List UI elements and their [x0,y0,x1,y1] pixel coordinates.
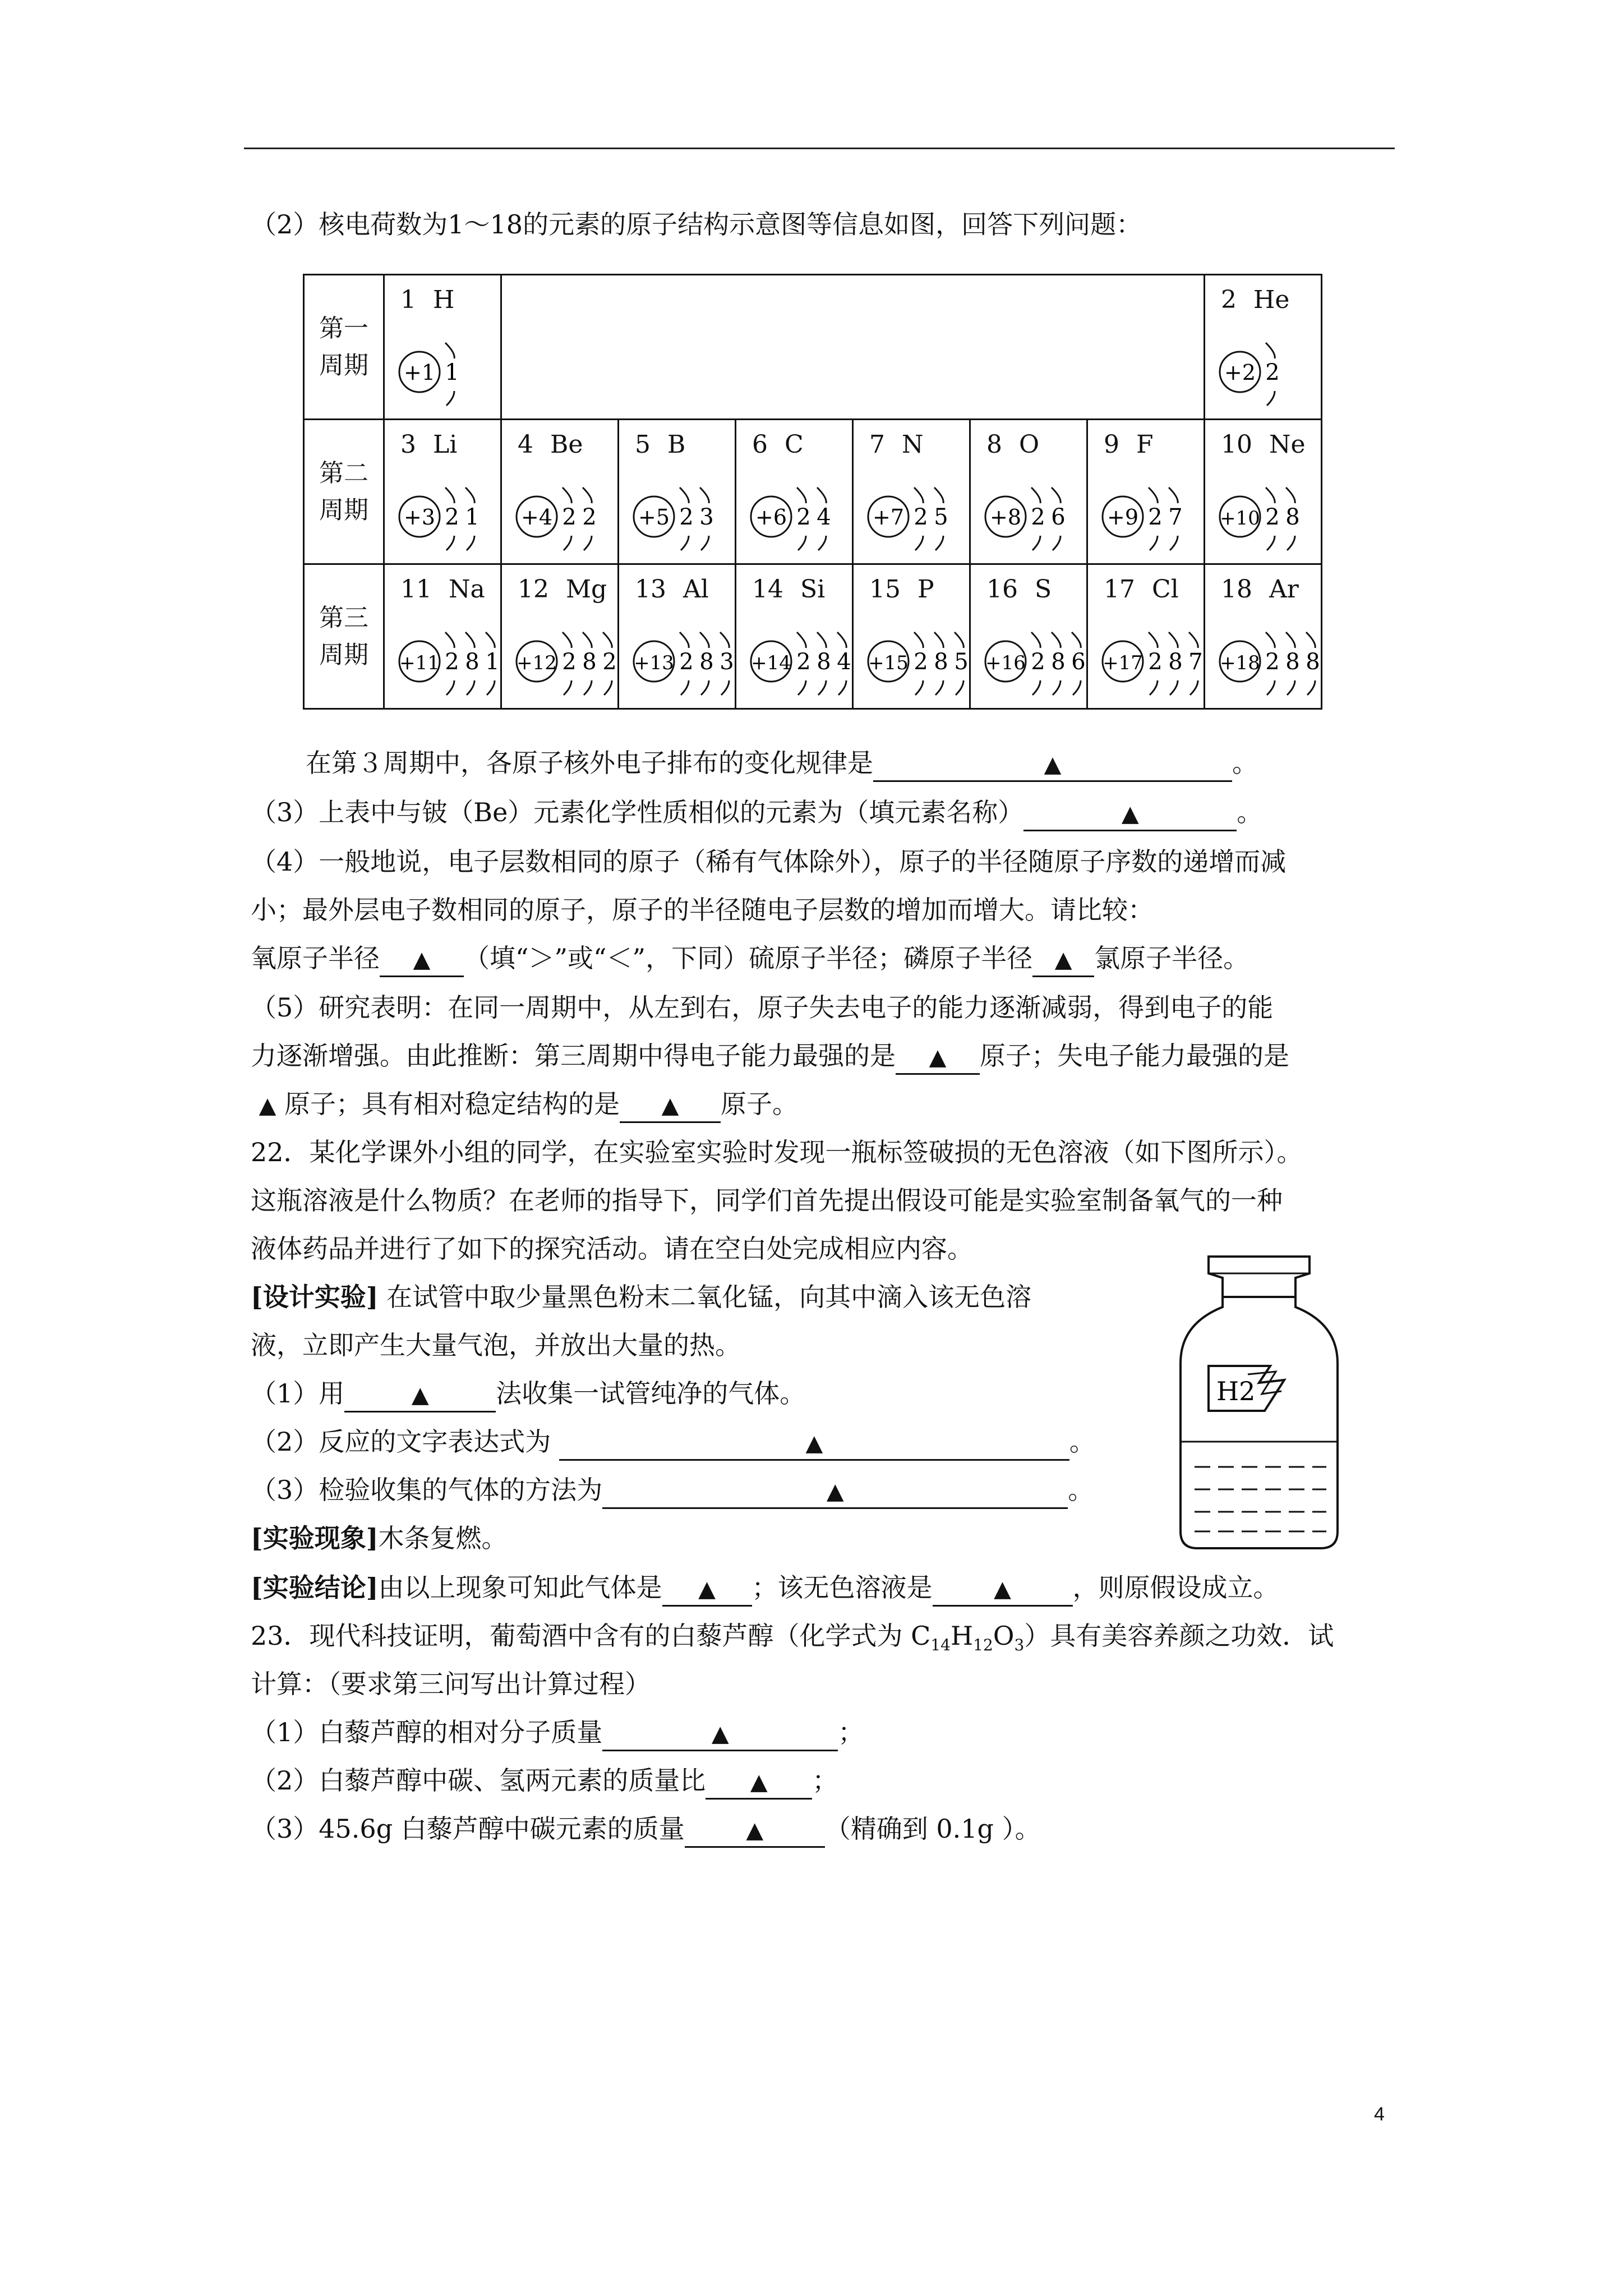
nuclear-charge: +12 [517,652,557,674]
q22-step1: （1）用 ▲ 法收集一试管纯净的气体。 [251,1377,805,1412]
electron-shell-arc [818,536,826,550]
electron-shell-arc [701,680,709,695]
electron-shell-arc [1286,632,1295,648]
atomic-number: 6 [752,430,768,459]
element-symbol: C [785,430,804,459]
element-cell-ar [1205,564,1322,709]
element-cell-p [853,564,970,709]
atomic-number: 18 [1221,575,1252,604]
electron-shell-arc [445,487,454,503]
electron-shell-arc [467,680,474,695]
answer-blank[interactable]: ▲ [662,1572,752,1607]
nuclear-charge: +3 [403,505,436,530]
q21-2-intro: （2）核电荷数为1～18的元素的原子结构示意图等信息如图，回答下列问题： [251,209,1142,240]
nuclear-charge: +1 [403,360,436,385]
q22-line1: 22．某化学课外小组的同学，在实验室实验时发现一瓶标签破损的无色溶液（如下图所示）。 [251,1137,1303,1167]
answer-blank[interactable]: ▲ [873,747,1232,782]
element-symbol: N [902,430,924,459]
electron-shell-arc [1307,680,1315,695]
q23-step3: （3）45.6g 白藜芦醇中碳元素的质量 ▲ （精确到 0.1g ）。 [251,1812,1041,1848]
element-symbol: S [1035,575,1052,604]
electron-shell-arc [604,680,612,695]
shell-electron-count: 3 [720,649,734,675]
atom-structure-diagram [1211,623,1321,702]
shell-electron-count: 2 [679,649,694,675]
period-label-2: 第二 周期 [304,420,384,564]
q22-step2: （2）反应的文字表达式为 ▲ 。 [251,1425,1095,1461]
atomic-number: 15 [869,575,901,604]
electron-shell-arc [584,680,592,695]
element-symbol: Al [683,575,709,604]
nuclear-charge: +16 [985,652,1026,674]
electron-shell-arc [1189,632,1198,648]
q21-4-line2: 小；最外层电子数相同的原子，原子的半径随电子层数的增加而增大。请比较： [251,895,1154,925]
shell-electron-count: 4 [837,649,851,675]
element-header [635,575,709,604]
electron-shell-arc [1266,487,1275,503]
electron-shell-arc [1190,680,1198,695]
atom-structure-diagram [390,478,500,557]
q21-3: （3）上表中与铍（Be）元素化学性质相似的元素为（填元素名称） ▲ 。 [251,795,1262,831]
nuclear-charge: +6 [755,505,787,530]
element-symbol: O [1019,430,1040,459]
electron-shell-arc [1052,487,1061,503]
electron-shell-arc [445,632,454,648]
element-header [1221,286,1289,314]
periodic-table [303,274,1322,710]
answer-blank[interactable]: ▲ [933,1572,1073,1607]
electron-shell-arc [584,536,592,550]
electron-shell-arc [797,487,806,503]
nuclear-charge: +5 [638,505,670,530]
shell-electron-count: 8 [1306,649,1320,675]
atomic-number: 1 [400,286,416,314]
electron-shell-arc [934,632,943,648]
shell-electron-count: 2 [1148,504,1163,530]
q23-line2: 计算：（要求第三问写出计算过程） [251,1669,651,1699]
electron-shell-arc [1286,487,1295,503]
shell-electron-count: 3 [699,504,714,530]
nuclear-charge: +9 [1106,505,1139,530]
atomic-number: 12 [518,575,549,604]
element-symbol: Li [433,430,458,459]
element-header [400,430,457,459]
atomic-number: 17 [1104,575,1135,604]
nuclear-charge: +17 [1103,652,1143,674]
nuclear-charge: +15 [868,652,909,674]
electron-shell-arc [798,680,806,695]
electron-shell-arc [446,680,454,695]
atom-structure-diagram [625,478,735,557]
element-symbol: Na [449,575,485,604]
element-symbol: P [917,575,934,604]
electron-shell-arc [583,632,592,648]
nuclear-charge: +18 [1220,652,1260,674]
element-header [400,286,454,314]
shell-electron-count: 2 [1265,649,1280,675]
shell-electron-count: 5 [954,649,969,675]
electron-shell-arc [564,536,571,550]
shell-electron-count: 2 [582,504,597,530]
electron-shell-arc [583,487,592,503]
element-symbol: He [1253,286,1290,314]
q22-design-2: 液，立即产生大量气泡，并放出大量的热。 [251,1330,741,1360]
element-symbol: H [433,286,455,314]
element-symbol: Be [550,430,583,459]
shell-electron-count: 2 [914,649,928,675]
bottle-label-text: H2 [1216,1376,1256,1406]
period-label-3: 第三 周期 [304,564,384,709]
electron-shell-arc [446,536,454,550]
element-header [986,575,1052,604]
electron-shell-arc [467,536,474,550]
shell-electron-count: 1 [485,649,500,675]
q23-step2: （2）白藜芦醇中碳、氢两元素的质量比 ▲ ； [251,1764,838,1800]
page-number: 4 [1374,2104,1385,2125]
nuclear-charge: +11 [399,652,440,674]
shell-electron-count: 6 [1071,649,1086,675]
atom-structure-diagram [1211,334,1321,412]
shell-electron-count: 8 [817,649,831,675]
shell-electron-count: 2 [1265,504,1280,530]
atomic-number: 5 [635,430,651,459]
atom-structure-diagram [625,623,735,702]
q21-2-rule: 在第３周期中，各原子核外电子排布的变化规律是 ▲ 。 [306,746,1258,782]
nuclear-charge: +2 [1224,360,1256,385]
shell-electron-count: 2 [1031,504,1045,530]
shell-electron-count: 8 [699,649,714,675]
electron-shell-arc [1150,680,1158,695]
atomic-number: 13 [635,575,666,604]
shell-electron-count: 2 [445,504,459,530]
element-header [752,575,825,604]
atom-structure-diagram [976,623,1086,702]
electron-shell-arc [1052,632,1061,648]
electron-shell-arc [817,632,826,648]
element-cell-n [853,420,970,564]
element-cell-ne [1205,420,1322,564]
atom-structure-diagram [859,623,969,702]
element-header [518,430,583,459]
nuclear-charge: +4 [520,505,553,530]
shell-electron-count: 2 [445,649,459,675]
atomic-number: 11 [400,575,432,604]
header-rule [244,148,1395,149]
nuclear-charge: +8 [989,505,1022,530]
shell-electron-count: 8 [1168,649,1183,675]
shell-electron-count: 8 [465,649,479,675]
electron-shell-arc [1031,632,1040,648]
element-symbol: Cl [1152,575,1179,604]
element-cell-be [501,420,619,564]
element-header [400,575,485,604]
electron-shell-arc [1306,632,1315,648]
shell-electron-count: 6 [1051,504,1066,530]
element-cell-al [619,564,736,709]
q23-step1: （1）白藜芦醇的相对分子质量 ▲ ； [251,1715,864,1751]
electron-shell-arc [445,343,454,358]
shell-electron-count: 7 [1188,649,1203,675]
shell-electron-count: 2 [562,504,577,530]
shell-electron-count: 1 [445,360,459,385]
element-cell-s [970,564,1087,709]
period-label-1: 第一 周期 [304,275,384,420]
element-cell-he [1205,275,1322,420]
q21-5-line3: ▲ 原子；具有相对稳定结构的是 ▲ 原子。 [251,1087,798,1123]
electron-shell-arc [934,487,943,503]
shell-electron-count: 2 [562,649,577,675]
electron-shell-arc [915,680,923,695]
shell-electron-count: 2 [602,649,617,675]
electron-shell-arc [798,536,806,550]
shell-electron-count: 8 [1285,504,1300,530]
electron-shell-arc [564,680,571,695]
electron-shell-arc [1267,391,1275,406]
element-symbol: F [1136,430,1154,459]
answer-blank[interactable]: ▲ [602,1717,838,1751]
electron-shell-arc [1267,536,1275,550]
atom-structure-diagram [742,623,852,702]
electron-shell-arc [1032,680,1040,695]
shell-electron-count: 8 [934,649,948,675]
electron-shell-arc [1287,536,1295,550]
electron-shell-arc [935,536,943,550]
q22-conclusion: [实验结论]由以上现象可知此气体是 ▲ ；该无色溶液是 ▲ ，则原假设成立。 [251,1571,1279,1607]
atom-structure-diagram [976,478,1086,557]
element-symbol: Si [800,575,826,604]
electron-shell-arc [562,487,571,503]
element-header [1221,575,1299,604]
electron-shell-arc [680,487,689,503]
answer-blank[interactable]: ▲ [259,1093,276,1119]
reagent-bottle-illustration [1169,1251,1349,1554]
answer-blank[interactable]: ▲ [685,1813,825,1848]
electron-shell-arc [915,536,923,550]
electron-shell-arc [720,632,729,648]
answer-blank[interactable]: ▲ [380,942,464,977]
q22-line3: 液体药品并进行了如下的探究活动。请在空白处完成相应内容。 [251,1234,973,1264]
element-cell-b [619,420,736,564]
shell-electron-count: 2 [914,504,928,530]
electron-shell-arc [1149,632,1158,648]
shell-electron-count: 8 [1285,649,1300,675]
electron-shell-arc [486,632,495,648]
electron-shell-arc [1053,680,1061,695]
electron-shell-arc [1149,487,1158,503]
element-cell-f [1087,420,1205,564]
q21-4-line1: （4）一般地说，电子层数相同的原子（稀有气体除外），原子的半径随原子序数的递增而减 [251,846,1287,877]
electron-shell-arc [1032,536,1040,550]
electron-shell-arc [681,680,689,695]
electron-shell-arc [955,632,963,648]
electron-shell-arc [1169,487,1178,503]
nuclear-charge: +7 [872,505,905,530]
atomic-number: 14 [752,575,783,604]
nuclear-charge: +10 [1220,507,1260,530]
element-cell-na [384,564,501,709]
electron-shell-arc [797,632,806,648]
electron-shell-arc [1267,680,1275,695]
electron-shell-arc [1031,487,1040,503]
q23-line1: 23．现代科技证明，葡萄酒中含有的白藜芦醇（化学式为 $C_{14}H_{12}O_3$）具有美容养颜之功效．试 [251,1621,1334,1655]
answer-blank[interactable]: ▲ [896,1040,980,1075]
electron-shell-arc [1287,680,1295,695]
q22-step3: （3）检验收集的气体的方法为 ▲ 。 [251,1473,1094,1509]
atomic-number: 8 [986,430,1002,459]
shell-electron-count: 2 [1148,649,1163,675]
electron-shell-arc [1170,680,1178,695]
electron-shell-arc [1072,632,1081,648]
shell-electron-count: 2 [1265,360,1280,385]
element-header [1104,575,1179,604]
electron-shell-arc [700,632,709,648]
shell-electron-count: 4 [817,504,831,530]
answer-blank[interactable]: ▲ [620,1088,721,1123]
electron-shell-arc [680,632,689,648]
atom-structure-diagram [390,334,500,412]
atom-structure-diagram [390,623,500,702]
electron-shell-arc [487,680,495,695]
q22-line2: 这瓶溶液是什么物质？在老师的指导下，同学们首先提出假设可能是实验室制备氧气的一种 [251,1185,1283,1216]
element-symbol: B [667,430,686,459]
electron-shell-arc [1150,536,1158,550]
nuclear-charge: +13 [634,652,674,674]
electron-shell-arc [1266,343,1275,358]
electron-shell-arc [465,632,474,648]
electron-shell-arc [446,391,454,406]
q21-5-line2: 力逐渐增强。由此推断：第三周期中得电子能力最强的是 ▲ 原子；失电子能力最强的是 [251,1039,1289,1075]
element-cell-li [384,420,501,564]
shell-electron-count: 2 [679,504,694,530]
electron-shell-arc [701,536,709,550]
atom-structure-diagram [742,478,852,557]
nuclear-charge: +14 [751,652,791,674]
shell-electron-count: 8 [1051,649,1066,675]
element-header [869,430,924,459]
q22-design: [设计实验] 在试管中取少量黑色粉末二氧化锰，向其中滴入该无色溶 [251,1282,1032,1312]
electron-shell-arc [914,632,923,648]
electron-shell-arc [935,680,943,695]
electron-shell-arc [837,632,846,648]
element-header [1104,430,1154,459]
atomic-number: 10 [1221,430,1252,459]
atom-structure-diagram [508,478,617,557]
atomic-number: 2 [1221,286,1237,314]
shell-electron-count: 2 [796,504,811,530]
atomic-number: 9 [1104,430,1119,459]
element-symbol: Ar [1269,575,1299,604]
element-symbol: Ne [1269,430,1306,459]
atom-structure-diagram [1094,478,1204,557]
element-cell-cl [1087,564,1205,709]
electron-shell-arc [838,680,846,695]
element-header [986,430,1039,459]
shell-electron-count: 2 [1031,649,1045,675]
element-header [518,575,607,604]
atomic-number: 3 [400,430,416,459]
shell-electron-count: 7 [1168,504,1183,530]
electron-shell-arc [914,487,923,503]
electron-shell-arc [1266,632,1275,648]
electron-shell-arc [721,680,729,695]
element-cell-h [384,275,501,420]
answer-blank[interactable]: ▲ [602,1474,1068,1509]
element-symbol: Mg [566,575,607,604]
electron-shell-arc [681,536,689,550]
q21-4-line3: 氧原子半径 ▲ （填“＞”或“＜”，下同）硫原子半径；磷原子半径 ▲ 氯原子半径。 [251,941,1249,977]
element-cell-mg [501,564,619,709]
atom-structure-diagram [508,623,617,702]
electron-shell-arc [700,487,709,503]
answer-blank[interactable]: ▲ [1032,942,1094,977]
electron-shell-arc [1053,536,1061,550]
electron-shell-arc [817,487,826,503]
electron-shell-arc [1169,632,1178,648]
atom-structure-diagram [859,478,969,557]
electron-shell-arc [562,632,571,648]
electron-shell-arc [956,680,963,695]
element-header [869,575,934,604]
atomic-number: 7 [869,430,885,459]
answer-blank[interactable]: ▲ [1023,797,1237,831]
answer-blank[interactable]: ▲ [706,1765,812,1800]
element-cell-c [736,420,853,564]
atomic-number: 16 [986,575,1018,604]
electron-shell-arc [1073,680,1081,695]
element-cell-o [970,420,1087,564]
electron-shell-arc [818,680,826,695]
element-header [1221,430,1306,459]
answer-blank[interactable]: ▲ [559,1426,1069,1461]
element-cell-si [736,564,853,709]
electron-shell-arc [1170,536,1178,550]
shell-electron-count: 2 [796,649,811,675]
atomic-number: 4 [518,430,533,459]
q21-5-line1: （5）研究表明：在同一周期中，从左到右，原子失去电子的能力逐渐减弱，得到电子的能 [251,992,1274,1023]
atom-structure-diagram [1211,478,1321,557]
electron-shell-arc [465,487,474,503]
shell-electron-count: 8 [582,649,597,675]
shell-electron-count: 1 [465,504,479,530]
atom-structure-diagram [1094,623,1204,702]
q22-phenomenon: [实验现象]木条复燃。 [251,1523,508,1553]
shell-electron-count: 5 [934,504,948,530]
element-header [752,430,804,459]
answer-blank[interactable]: ▲ [344,1378,496,1412]
element-header [635,430,685,459]
electron-shell-arc [603,632,612,648]
